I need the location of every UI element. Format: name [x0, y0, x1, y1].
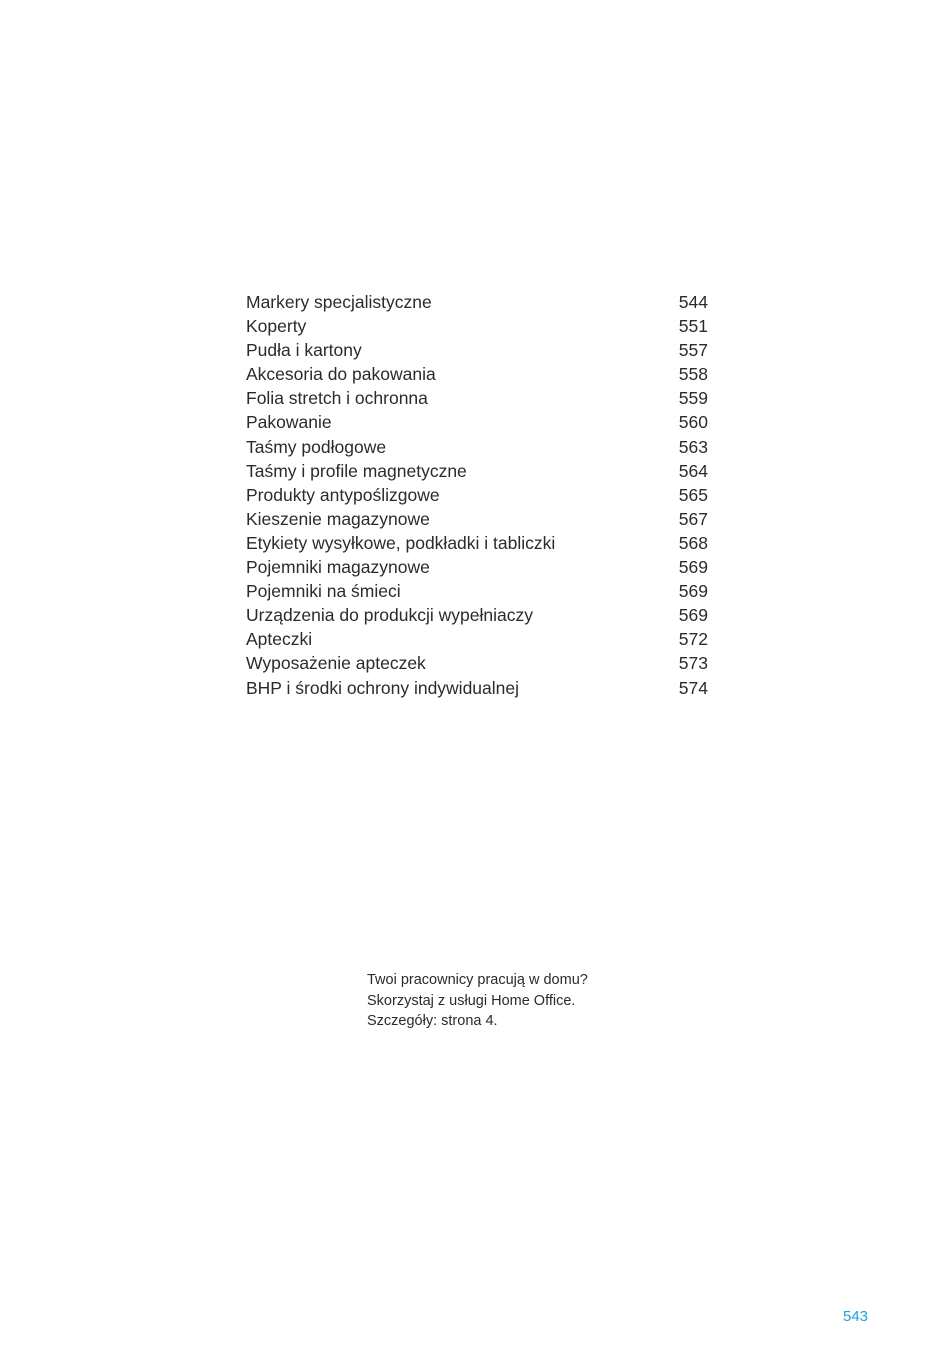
toc-entry-page: 567	[678, 508, 708, 529]
toc-entry-page: 551	[678, 316, 708, 337]
toc-entry[interactable]	[246, 555, 708, 579]
promo-line-question: Twoi pracownicy pracują w domu?	[367, 972, 588, 988]
promo-line-details: Szczegóły: strona 4.	[367, 1013, 498, 1029]
toc-entry-page: 569	[678, 605, 708, 626]
toc-entry[interactable]	[246, 410, 708, 434]
toc-entry[interactable]	[246, 386, 708, 410]
toc-entry[interactable]	[246, 338, 708, 362]
toc-entry-page: 560	[678, 412, 708, 433]
toc-entry-title: Wyposażenie apteczek	[246, 653, 426, 674]
toc-entry-page: 558	[678, 364, 708, 385]
toc-entry-page: 544	[678, 292, 708, 312]
toc-entry-title: BHP i środki ochrony indywidualnej	[246, 677, 520, 698]
toc-entry[interactable]	[246, 579, 708, 603]
toc-entry[interactable]	[246, 676, 708, 700]
toc-entry-title: Koperty	[246, 316, 307, 337]
table-of-contents	[246, 290, 708, 700]
toc-entry[interactable]	[246, 314, 708, 338]
toc-entry-title: Pojemniki magazynowe	[246, 557, 430, 578]
toc-entry-title: Apteczki	[246, 629, 313, 650]
toc-entry[interactable]	[246, 459, 708, 483]
toc-entry-page: 564	[678, 460, 708, 481]
toc-entry-page: 568	[678, 532, 708, 553]
promo-line-service: Skorzystaj z usługi Home Office.	[367, 992, 576, 1009]
home-office-promo	[367, 970, 588, 1032]
toc-entry-page: 574	[678, 677, 708, 698]
toc-entry-title: Folia stretch i ochronna	[246, 388, 428, 409]
toc-entry-page: 572	[678, 629, 708, 650]
toc-entry[interactable]	[246, 603, 708, 627]
toc-entry[interactable]	[246, 627, 708, 651]
toc-entry-page: 565	[678, 484, 708, 505]
toc-entry-title: Kieszenie magazynowe	[246, 508, 430, 529]
toc-entry-title: Pojemniki na śmieci	[246, 581, 401, 602]
toc-entry[interactable]	[246, 507, 708, 531]
toc-entry[interactable]	[246, 531, 708, 555]
toc-entry[interactable]	[246, 435, 708, 459]
toc-entry-page: 557	[678, 340, 708, 361]
toc-entry-page: 563	[678, 436, 708, 457]
toc-entry-title: Produkty antypoślizgowe	[246, 484, 440, 505]
toc-entry-page: 569	[678, 581, 708, 602]
toc-entry[interactable]	[246, 362, 708, 386]
toc-entry-title: Urządzenia do produkcji wypełniaczy	[246, 605, 533, 626]
toc-entry[interactable]	[246, 651, 708, 675]
toc-entry-title: Taśmy i profile magnetyczne	[246, 460, 467, 481]
toc-entry-page: 569	[678, 557, 708, 578]
toc-entry-title: Etykiety wysyłkowe, podkładki i tabliczki	[246, 532, 556, 553]
toc-entry[interactable]	[246, 483, 708, 507]
toc-entry-title: Pudła i kartony	[246, 340, 362, 361]
toc-entry-title: Akcesoria do pakowania	[246, 364, 436, 385]
toc-entry[interactable]	[246, 290, 708, 314]
toc-entry-title: Markery specjalistyczne	[246, 292, 432, 312]
toc-entry-title: Taśmy podłogowe	[246, 436, 387, 457]
toc-entry-title: Pakowanie	[246, 412, 332, 433]
toc-entry-page: 573	[678, 653, 708, 674]
toc-entry-page: 559	[678, 388, 708, 409]
page-number: 543	[843, 1308, 869, 1325]
